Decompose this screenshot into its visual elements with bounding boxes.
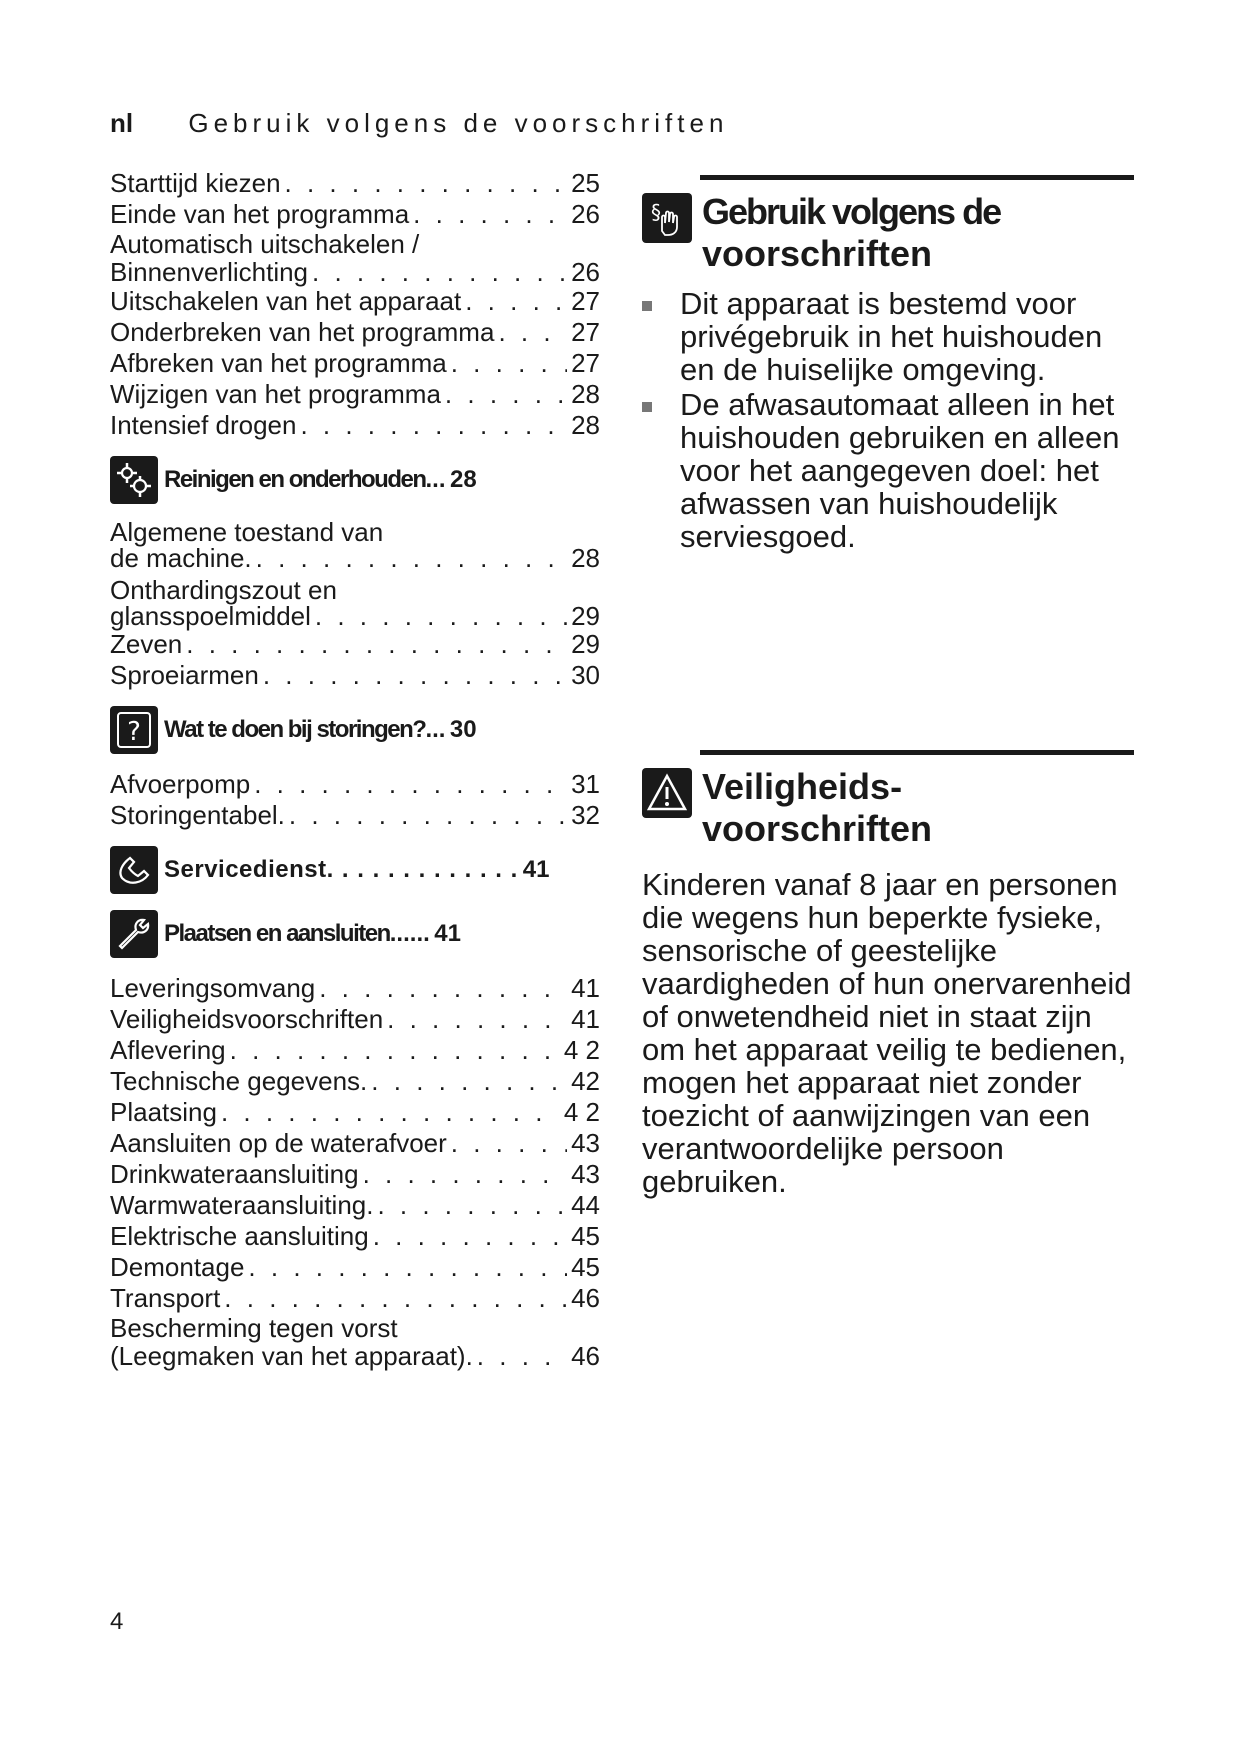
toc-section-service[interactable]: Servicedienst . . . . . . . . . . . . . 41: [110, 845, 600, 895]
list-item: Dit apparaat is bestemd voor privégebruik in het huishouden en de huiselijke omgeving.: [642, 287, 1134, 386]
toc-entry[interactable]: Uitschakelen van het apparaat . . . 27: [110, 286, 600, 317]
toc-entry[interactable]: Starttijd kiezen . . . 25: [110, 168, 600, 199]
toc-section-cleaning[interactable]: Reinigen en onderhouden ... 28: [110, 455, 600, 505]
section-heading: [642, 750, 1134, 850]
toc-entry[interactable]: Elektrische aansluiting . . . 45: [110, 1221, 600, 1252]
toc-entry[interactable]: Storingentabel. . . . 32: [110, 800, 600, 831]
section-safety: [642, 750, 1134, 1198]
wrench-icon: [110, 910, 158, 958]
toc-entry[interactable]: Afvoerpomp . . . 31: [110, 769, 600, 800]
toc-entry[interactable]: Veiligheidsvoorschriften . . . 41: [110, 1004, 600, 1035]
toc-entry[interactable]: Onthardingszout en glansspoelmiddel . . . 29: [110, 577, 600, 629]
svg-text:?: ?: [127, 717, 141, 747]
toc-entry[interactable]: Sproeiarmen . . . 30: [110, 660, 600, 691]
section-intended-use: [642, 175, 1134, 553]
toc-entry[interactable]: Onderbreken van het programma . . . 27: [110, 317, 600, 348]
section-heading: [642, 175, 1134, 275]
toc-entry[interactable]: Algemene toestand van de machine. . . . 28: [110, 519, 600, 571]
toc-entry[interactable]: Aflevering . . . 4 2: [110, 1035, 600, 1066]
svg-text:§: §: [651, 200, 661, 224]
heading-rule: [700, 175, 1134, 180]
page-header: [110, 108, 728, 139]
section-title: Veiligheids- voorschriften: [702, 766, 933, 849]
question-icon: [110, 706, 158, 754]
bullet-square-icon: [642, 301, 652, 311]
toc-entry[interactable]: Intensief drogen . . . 28: [110, 410, 600, 441]
toc-entry[interactable]: Technische gegevens. . . . 42: [110, 1066, 600, 1097]
toc-entry[interactable]: Warmwateraansluiting. . . . 44: [110, 1190, 600, 1221]
bullet-square-icon: [642, 402, 652, 412]
table-of-contents: [110, 168, 600, 1370]
list-item: De afwasautomaat alleen in het huishouden gebruiken en alleen voor het aangegeven doel: het afwassen van huishoudelijk serviesgoed.: [642, 388, 1134, 553]
toc-group-3: [110, 769, 600, 831]
language-code: nl: [110, 108, 134, 138]
toc-entry[interactable]: Plaatsing . . . 4 2: [110, 1097, 600, 1128]
toc-entry[interactable]: Afbreken van het programma . . . 27: [110, 348, 600, 379]
heading-rule: [700, 750, 1134, 755]
page-number: 4: [110, 1608, 124, 1635]
toc-entry[interactable]: Automatisch uitschakelen / Binnenverlichting . . . 26: [110, 230, 600, 286]
header-title: Gebruik volgens de voorschriften: [188, 108, 729, 138]
toc-entry[interactable]: Zeven . . . 29: [110, 629, 600, 660]
toc-entry[interactable]: Einde van het programma . . . 26: [110, 199, 600, 230]
phone-icon: [110, 846, 158, 894]
paragraph-hand-icon: [642, 193, 692, 243]
warning-icon: [642, 768, 692, 818]
toc-entry[interactable]: Aansluiten op de waterafvoer . . . 43: [110, 1128, 600, 1159]
toc-entry[interactable]: Demontage . . . 45: [110, 1252, 600, 1283]
toc-section-install[interactable]: Plaatsen en aansluiten ...... 41: [110, 909, 600, 959]
toc-entry[interactable]: Bescherming tegen vorst (Leegmaken van het apparaat). . . . 46: [110, 1314, 600, 1370]
safety-paragraph: Kinderen vanaf 8 jaar en personen die wegens hun beperkte fysieke, sensorische of geestelijke vaardigheden of hun onervarenheid of onwetendheid niet in staat zijn om het apparaat veilig te bedienen, mogen het apparaat niet zonder toezicht of aanwijzingen van een verantwoordelijke persoon gebruiken.: [642, 867, 1132, 1199]
toc-entry[interactable]: Drinkwateraansluiting . . . 43: [110, 1159, 600, 1190]
toc-group-2: [110, 519, 600, 691]
toc-section-faults[interactable]: ? Wat te doen bij storingen? ... 30: [110, 705, 600, 755]
toc-group-4: [110, 973, 600, 1370]
section-title: Gebruik volgens de voorschriften: [702, 191, 1001, 274]
usage-bullet-list: [642, 287, 1134, 553]
toc-entry[interactable]: Leveringsomvang . . . 41: [110, 973, 600, 1004]
toc-entry[interactable]: Wijzigen van het programma . . . 28: [110, 379, 600, 410]
toc-group-1: [110, 168, 600, 441]
toc-entry[interactable]: Transport . . . 46: [110, 1283, 600, 1314]
gears-icon: [110, 456, 158, 504]
